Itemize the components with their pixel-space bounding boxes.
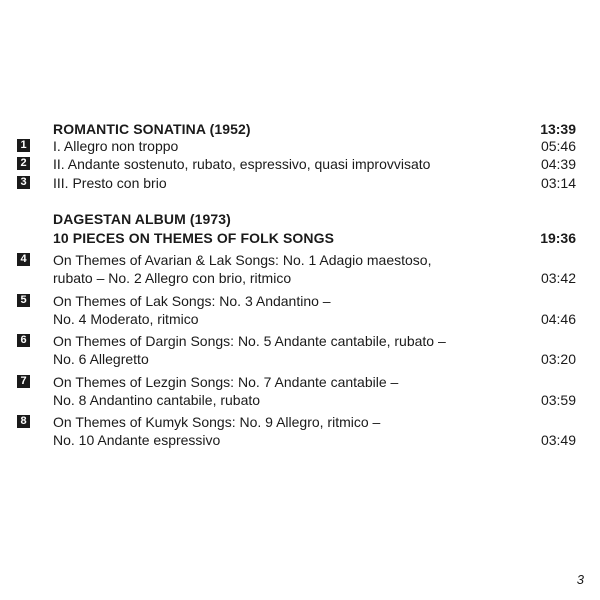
- track-number-badge: 7: [17, 375, 30, 388]
- track-title-line1: On Themes of Avarian & Lak Songs: No. 1 Adagio maestoso,: [53, 252, 432, 268]
- work1-total-time: 13:39: [540, 121, 576, 137]
- track-duration: 04:39: [540, 156, 576, 172]
- track-duration: 04:46: [540, 311, 576, 327]
- track-number-badge: 3: [17, 176, 30, 189]
- page-number: 3: [576, 572, 584, 587]
- track-number-badge: 6: [17, 334, 30, 347]
- track-title-line2: No. 8 Andantino cantabile, rubato: [53, 392, 261, 408]
- track-number-badge: 1: [17, 139, 30, 152]
- track-number-badge: 5: [17, 294, 30, 307]
- track-title-line1: On Themes of Lak Songs: No. 3 Andantino –: [53, 293, 331, 309]
- track-number-badge: 2: [17, 157, 30, 170]
- work2-total-time: 19:36: [540, 230, 576, 246]
- track-duration: 03:14: [540, 175, 576, 191]
- track-title: II. Andante sostenuto, rubato, espressivo, quasi improvvisato: [53, 156, 431, 172]
- track-title-line1: On Themes of Lezgin Songs: No. 7 Andante cantabile –: [53, 374, 399, 390]
- work2-title: DAGESTAN ALBUM (1973): [53, 211, 231, 227]
- track-duration: 03:59: [540, 392, 576, 408]
- track-title: III. Presto con brio: [53, 175, 167, 191]
- track-title-line2: No. 10 Andante espressivo: [53, 432, 221, 448]
- track-title-line1: On Themes of Kumyk Songs: No. 9 Allegro, ritmico –: [53, 414, 381, 430]
- track-title: I. Allegro non troppo: [53, 138, 179, 154]
- track-number-badge: 8: [17, 415, 30, 428]
- work2-subtitle: 10 PIECES ON THEMES OF FOLK SONGS: [53, 230, 335, 246]
- track-duration: 05:46: [540, 138, 576, 154]
- track-title-line2: No. 4 Moderato, ritmico: [53, 311, 199, 327]
- track-title-line2: No. 6 Allegretto: [53, 351, 149, 367]
- track-duration: 03:42: [540, 270, 576, 286]
- track-title-line2: rubato – No. 2 Allegro con brio, ritmico: [53, 270, 292, 286]
- track-number-badge: 4: [17, 253, 30, 266]
- track-duration: 03:49: [540, 432, 576, 448]
- track-duration: 03:20: [540, 351, 576, 367]
- work1-title: ROMANTIC SONATINA (1952): [53, 121, 251, 137]
- track-title-line1: On Themes of Dargin Songs: No. 5 Andante cantabile, rubato –: [53, 333, 446, 349]
